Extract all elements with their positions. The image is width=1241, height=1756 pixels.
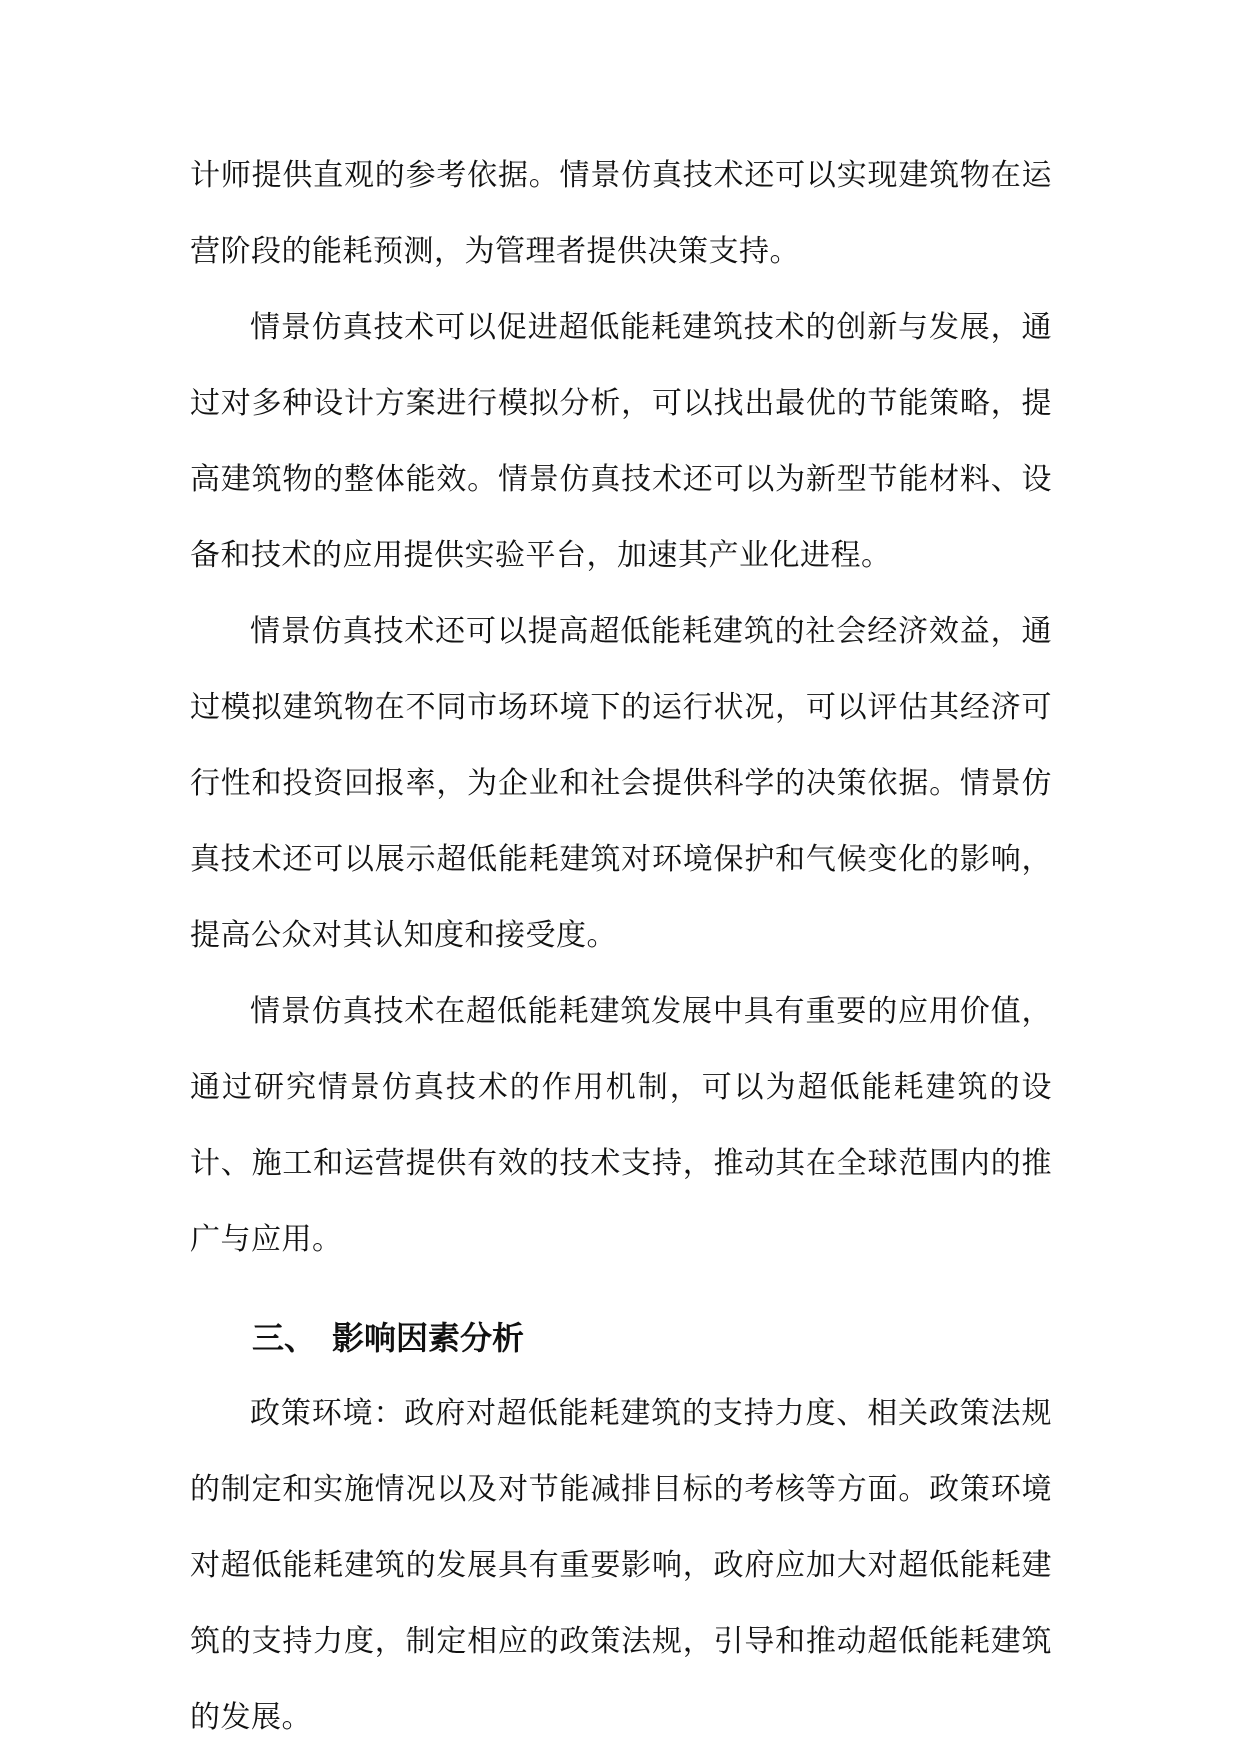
paragraph-continuation: 计师提供直观的参考依据。情景仿真技术还可以实现建筑物在运营阶段的能耗预测，为管理者提供决策支持。 [190,158,1052,269]
section-gap [190,1278,1052,1300]
paragraph-application-value: 情景仿真技术在超低能耗建筑发展中具有重要的应用价值，通过研究情景仿真技术的作用机制，可以为超低能耗建筑的设计、施工和运营提供有效的技术支持，推动其在全球范围内的推广与应用。 [190,994,1052,1257]
section-title: 影响因素分析 [332,1319,525,1357]
paragraph-innovation: 情景仿真技术可以促进超低能耗建筑技术的创新与发展，通过对多种设计方案进行模拟分析，可以找出最优的节能策略，提高建筑物的整体能效。情景仿真技术还可以为新型节能材料、设备和技术的应用提供实验平台，加速其产业化进程。 [190,310,1052,573]
section-number: 三、 [252,1319,317,1357]
paragraph-socioeconomic: 情景仿真技术还可以提高超低能耗建筑的社会经济效益，通过模拟建筑物在不同市场环境下的运行状况，可以评估其经济可行性和投资回报率，为企业和社会提供科学的决策依据。情景仿真技术还可以展示超低能耗建筑对环境保护和气候变化的影响，提高公众对其认知度和接受度。 [190,614,1052,953]
document-body [190,138,1052,1756]
section-heading [190,1300,1052,1376]
paragraph-policy-environment: 政策环境：政府对超低能耗建筑的支持力度、相关政策法规的制定和实施情况以及对节能减排目标的考核等方面。政策环境对超低能耗建筑的发展具有重要影响，政府应加大对超低能耗建筑的支持力度，制定相应的政策法规，引导和推动超低能耗建筑的发展。 [190,1396,1052,1735]
